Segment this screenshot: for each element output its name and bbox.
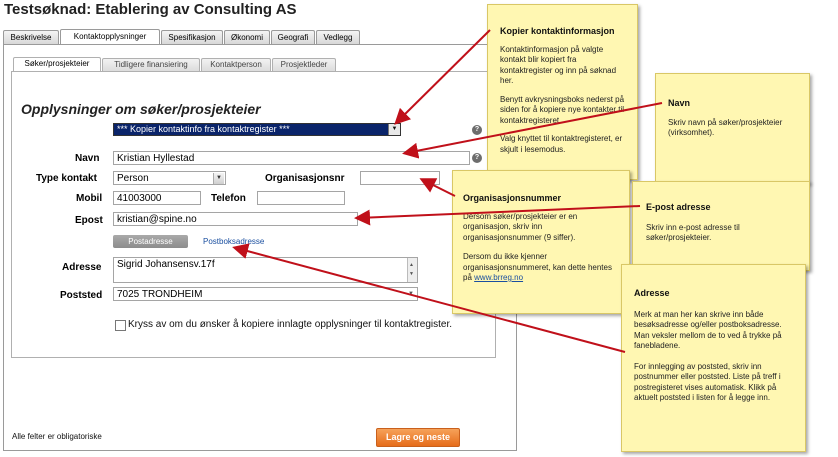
arrow-navn	[406, 103, 662, 153]
copy-to-register-label: Kryss av om du ønsker å kopiere innlagte opplysninger til kontaktregister.	[128, 319, 453, 330]
note-kopier-title: Kopier kontaktinformasjon	[500, 26, 615, 36]
subtab-soker[interactable]: Søker/prosjekteier	[13, 57, 101, 72]
chevron-down-icon[interactable]: ▼	[408, 291, 414, 297]
scroll-up-icon[interactable]: ▲	[409, 262, 414, 268]
copy-contact-select-value: *** Kopier kontaktinfo fra kontaktregister ***	[117, 124, 290, 134]
note-epost-p1: Skriv inn e-post adresse til søker/prosjekteier.	[646, 222, 740, 242]
brreg-link[interactable]: www.brreg.no	[474, 273, 524, 282]
name-label: Navn	[75, 153, 100, 164]
note-org-p1: Dersom søker/prosjekteier er en organisasjon, skriv inn organisasjonsnummer (9 siffer).	[463, 211, 578, 242]
contact-type-label: Type kontakt	[36, 173, 97, 184]
note-kopier-p3: Valg knyttet til kontaktregisteret, er skjult i lesemodus.	[500, 134, 623, 154]
subtab-kontaktperson[interactable]: Kontaktperson	[201, 58, 271, 71]
note-adresse-p2: For innlegging av poststed, skriv inn postnummer eller poststed. Liste på treff i postregisteret vises automatisk. Klikk på aktuelt poststed i listen for å legge inn.	[634, 361, 781, 402]
help-icon[interactable]: ?	[472, 153, 482, 163]
section-title: Opplysninger om søker/prosjekteier	[21, 101, 261, 117]
arrow-kopier	[397, 30, 490, 122]
scroll-down-icon[interactable]: ▼	[409, 271, 414, 277]
help-icon[interactable]: ?	[472, 125, 482, 135]
mobile-label: Mobil	[76, 193, 103, 204]
email-label: Epost	[75, 215, 103, 226]
name-input[interactable]: Kristian Hyllestad	[113, 151, 470, 165]
note-adresse-p1: Merk at man her kan skrive inn både besøksadresse og/eller postboksadresse. Man veksler mellom de to ved å trykke på fanebladene.	[634, 309, 782, 350]
phone-label: Telefon	[211, 193, 246, 204]
note-epost-title: E-post adresse	[646, 202, 711, 212]
note-org-p2: Dersom du ikke kjenner organisasjonsnummeret, kan dette hentes på	[463, 252, 612, 282]
address-value: Sigrid Johansensv.17f	[117, 259, 215, 270]
note-navn-title: Navn	[668, 98, 691, 108]
contact-type-value: Person	[117, 173, 149, 184]
note-kopier-p2: Benytt avkrysningsboks nederst på siden for å kopiere nye kontakter til kontaktregisteret.	[500, 94, 625, 125]
note-adresse-title: Adresse	[634, 288, 670, 298]
note-navn-p1: Skriv navn på søker/prosjekteier (virksomhet).	[668, 117, 783, 137]
arrow-org	[423, 180, 455, 196]
tab-kontaktopplysninger[interactable]: Kontaktopplysninger	[60, 29, 160, 45]
chevron-down-icon[interactable]: ▼	[388, 124, 400, 135]
page-title: Testsøknad: Etablering av Consulting AS	[4, 1, 297, 18]
tab-vedlegg[interactable]: Vedlegg	[316, 30, 360, 44]
note-org-title: Organisasjonsnummer	[463, 193, 562, 203]
tab-spesifikasjon[interactable]: Spesifikasjon	[161, 30, 223, 44]
note-kopier-p1: Kontaktinformasjon på valgte kontakt blir kopiert fra kontaktregister og inn på søknad her.	[500, 44, 617, 85]
subtab-prosjektleder[interactable]: Prosjektleder	[272, 58, 336, 71]
save-next-button[interactable]: Lagre og neste	[376, 428, 460, 447]
tab-postboksadresse[interactable]: Postboksadresse	[203, 237, 265, 246]
tab-beskrivelse[interactable]: Beskrivelse	[3, 30, 59, 44]
address-label: Adresse	[62, 262, 102, 273]
arrow-adresse	[236, 248, 625, 352]
email-input[interactable]: kristian@spine.no	[113, 212, 358, 226]
tab-okonomi[interactable]: Økonomi	[224, 30, 270, 44]
chevron-down-icon[interactable]: ▼	[213, 173, 224, 184]
poststed-label: Poststed	[60, 290, 103, 301]
poststed-value: 7025 TRONDHEIM	[117, 289, 203, 300]
tab-postadresse[interactable]: Postadresse	[113, 235, 188, 248]
required-note: Alle felter er obligatoriske	[12, 432, 102, 441]
org-nr-label: Organisasjonsnr	[265, 173, 345, 184]
mobile-input[interactable]: 41003000	[113, 191, 201, 205]
arrow-epost	[358, 206, 640, 218]
tab-geografi[interactable]: Geografi	[271, 30, 315, 44]
subtab-tidligere-finansiering[interactable]: Tidligere finansiering	[102, 58, 200, 71]
